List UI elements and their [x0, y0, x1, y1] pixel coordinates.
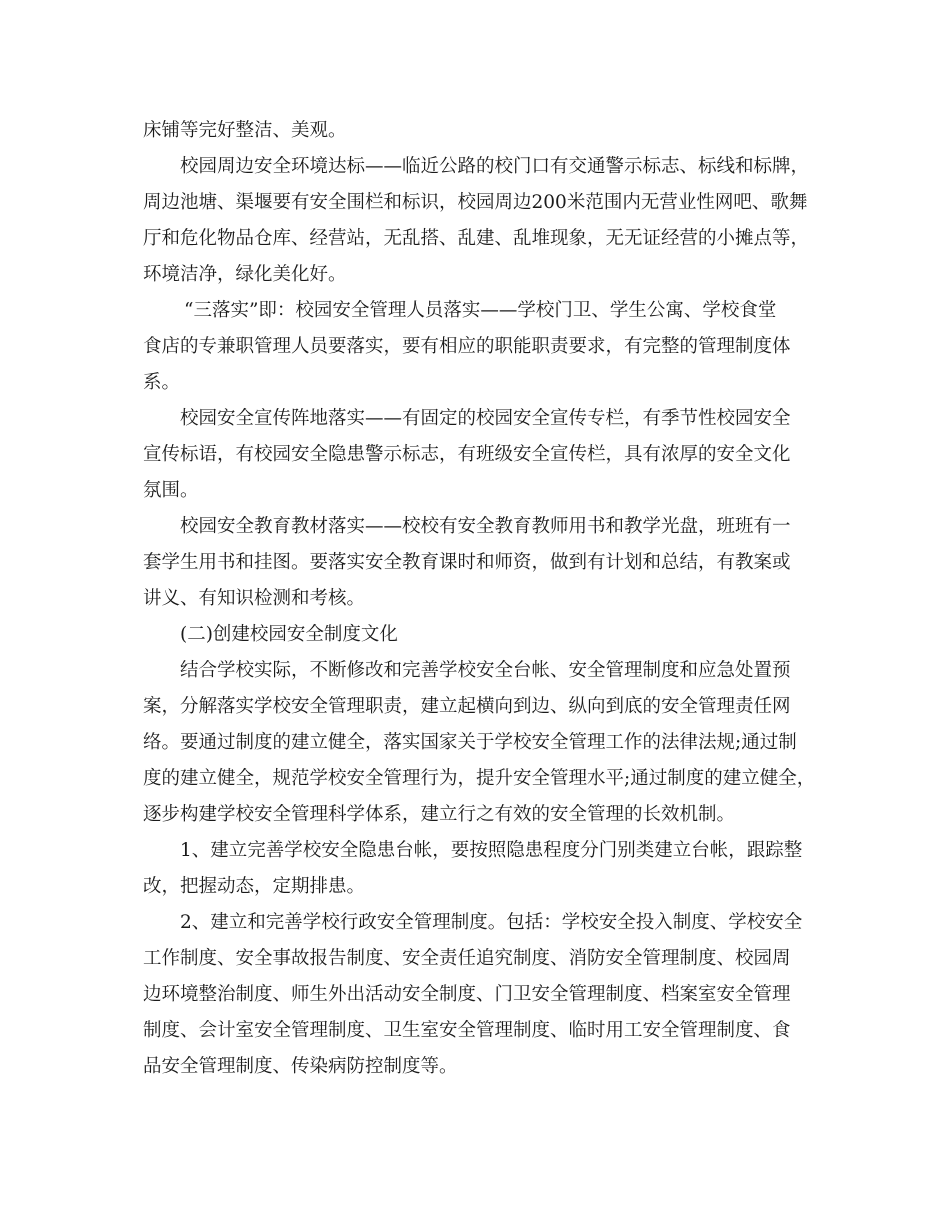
- paragraph-line: 系。: [143, 372, 181, 393]
- paragraph-first-line: “三落实”即：校园安全管理人员落实——学校门卫、学生公寓、学校食堂: [184, 300, 777, 321]
- paragraph-first-line: 结合学校实际，不断修改和完善学校安全台帐、安全管理制度和应急处置预: [180, 660, 791, 681]
- paragraph-line: 宣传标语，有校园安全隐患警示标志，有班级安全宣传栏，具有浓厚的安全文化: [143, 444, 791, 465]
- paragraph-line: 讲义、有知识检测和考核。: [143, 588, 366, 609]
- paragraph-line: 品安全管理制度、传染病防控制度等。: [143, 1056, 458, 1077]
- paragraph-line: 度的建立健全，规范学校安全管理行为，提升安全管理水平;通过制度的建立健全，: [143, 768, 816, 789]
- document-body: [143, 113, 816, 1085]
- paragraph-first-line: 校园安全宣传阵地落实——有固定的校园安全宣传专栏，有季节性校园安全: [180, 408, 791, 429]
- paragraph-first-line: 校园安全教育教材落实——校校有安全教育教师用书和教学光盘，班班有一: [180, 516, 791, 537]
- paragraph-line: 氛围。: [143, 480, 199, 501]
- section-heading: (二)创建校园安全制度文化: [180, 624, 398, 645]
- paragraph-line: 络。要通过制度的建立健全，落实国家关于学校安全管理工作的法律法规;通过制: [143, 732, 797, 753]
- paragraph-line: 厅和危化物品仓库、经营站，无乱搭、乱建、乱堆现象，无无证经营的小摊点等，: [143, 228, 810, 249]
- paragraph-first-line: 1、建立完善学校安全隐患台帐，要按照隐患程度分门别类建立台帐，跟踪整: [180, 840, 803, 861]
- paragraph-line: 改，把握动态，定期排患。: [143, 876, 366, 897]
- paragraph-first-line: 校园周边安全环境达标——临近公路的校门口有交通警示标志、标线和标牌，: [180, 156, 810, 177]
- paragraph-line: 案，分解落实学校安全管理职责，建立起横向到边、纵向到底的安全管理责任网: [143, 696, 791, 717]
- paragraph-line: 食店的专兼职管理人员要落实，要有相应的职能职责要求，有完整的管理制度体: [143, 336, 791, 357]
- paragraph-line: 套学生用书和挂图。要落实安全教育课时和师资，做到有计划和总结，有教案或: [143, 552, 791, 573]
- paragraph-line: 环境洁净，绿化美化好。: [143, 264, 347, 285]
- paragraph-line: 工作制度、安全事故报告制度、安全责任追究制度、消防安全管理制度、校园周: [143, 948, 791, 969]
- paragraph-first-line: 2、建立和完善学校行政安全管理制度。包括：学校安全投入制度、学校安全: [180, 912, 803, 933]
- paragraph-line: 边环境整治制度、师生外出活动安全制度、门卫安全管理制度、档案室安全管理: [143, 984, 791, 1005]
- paragraph-line: 周边池塘、渠堰要有安全围栏和标识，校园周边200米范围内无营业性网吧、歌舞: [143, 192, 808, 213]
- paragraph-line: 床铺等完好整洁、美观。: [143, 120, 347, 141]
- paragraph-line: 逐步构建学校安全管理科学体系，建立行之有效的安全管理的长效机制。: [143, 804, 736, 825]
- paragraph-line: 制度、会计室安全管理制度、卫生室安全管理制度、临时用工安全管理制度、食: [143, 1020, 791, 1041]
